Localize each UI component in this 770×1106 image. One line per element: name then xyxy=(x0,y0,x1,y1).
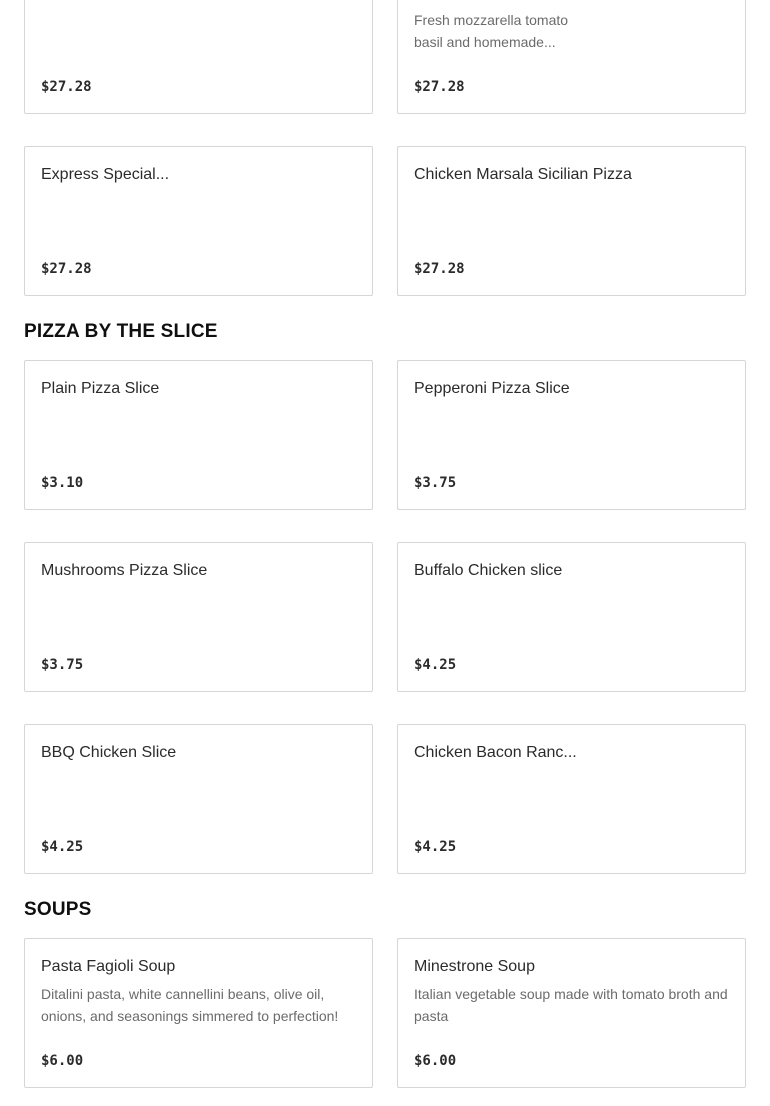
menu-item-name: Buffalo Chicken slice xyxy=(414,562,563,579)
menu-item-card[interactable] xyxy=(397,724,746,874)
menu-item-description: Fresh mozzarella tomato basil and homemade... xyxy=(414,12,569,50)
section-heading-soups: SOUPS xyxy=(24,899,92,920)
menu-item-price: $27.28 xyxy=(414,79,465,95)
menu-item-name: Mushrooms Pizza Slice xyxy=(41,562,208,579)
menu-item-card[interactable] xyxy=(24,146,373,296)
menu-item-name: Plain Pizza Slice xyxy=(41,380,160,397)
menu-item-price: $27.28 xyxy=(41,261,92,277)
menu-item-description: Ditalini pasta, white cannellini beans, olive oil, onions, and seasonings simmered to perfection! xyxy=(41,986,339,1024)
menu-item-price: $6.00 xyxy=(414,1053,457,1069)
menu-item-price: $6.00 xyxy=(41,1053,84,1069)
specialty-pizza-grid xyxy=(24,0,746,296)
menu-item-description: Italian vegetable soup made with tomato broth and pasta xyxy=(414,986,728,1024)
menu-item-price: $27.28 xyxy=(41,79,92,95)
menu-item-card[interactable] xyxy=(397,0,746,114)
section-heading-pizza-by-the-slice: PIZZA BY THE SLICE xyxy=(24,321,218,342)
menu-item-card[interactable] xyxy=(24,360,373,510)
menu-item-price: $4.25 xyxy=(41,839,84,855)
menu-item-name: Minestrone Soup xyxy=(414,958,535,975)
menu-item-card[interactable] xyxy=(397,938,746,1088)
menu-item-price: $27.28 xyxy=(414,261,465,277)
menu-item-card[interactable] xyxy=(24,938,373,1088)
soups-grid xyxy=(24,938,746,1088)
menu-item-price: $4.25 xyxy=(414,657,457,673)
menu-item-card[interactable] xyxy=(24,542,373,692)
menu-item-card[interactable] xyxy=(397,146,746,296)
menu-item-name: BBQ Chicken Slice xyxy=(41,744,177,761)
menu-item-name: Chicken Marsala Sicilian Pizza xyxy=(414,166,632,183)
menu-item-name: Pepperoni Pizza Slice xyxy=(414,380,570,397)
menu-item-card[interactable] xyxy=(24,724,373,874)
menu-item-name: Chicken Bacon Ranc... xyxy=(414,744,577,761)
pizza-by-the-slice-grid xyxy=(24,360,746,874)
menu-item-card[interactable] xyxy=(397,542,746,692)
menu-item-price: $4.25 xyxy=(414,839,457,855)
menu-item-price: $3.10 xyxy=(41,475,84,491)
menu-item-name: Pasta Fagioli Soup xyxy=(41,958,176,975)
menu-item-price: $3.75 xyxy=(41,657,84,673)
menu-item-price: $3.75 xyxy=(414,475,457,491)
menu-item-card[interactable] xyxy=(397,360,746,510)
menu-item-name: Express Special... xyxy=(41,166,170,183)
menu-item-card[interactable] xyxy=(24,0,373,114)
